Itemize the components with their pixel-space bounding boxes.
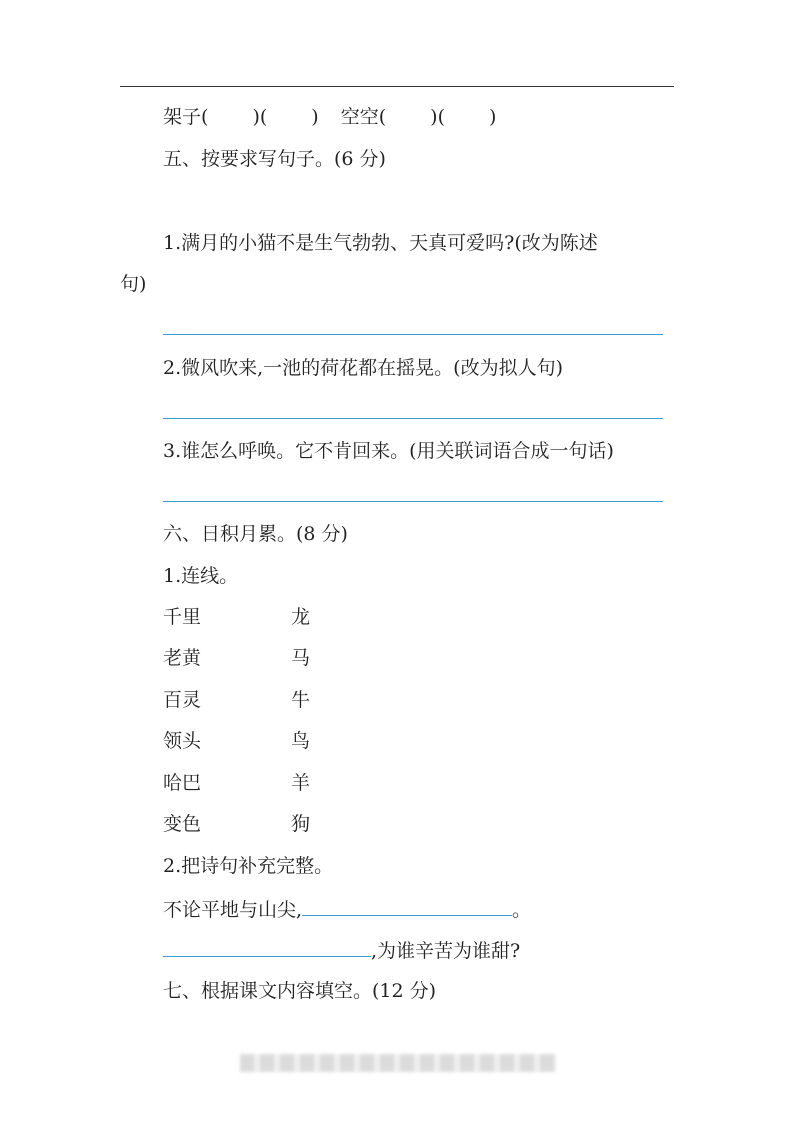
poem-blank-1[interactable] <box>302 895 512 916</box>
paren-blank[interactable]: ( ) <box>259 106 319 128</box>
word-fill-row <box>163 104 496 130</box>
poem-line-1-end: 。 <box>512 899 532 921</box>
section5-heading: 五、按要求写句子。(6 分) <box>163 148 386 170</box>
question-1-line2: 句) <box>120 273 147 295</box>
match-left-item[interactable]: 千里 <box>163 606 202 628</box>
poem-instruction: 2.把诗句补充完整。 <box>163 855 334 877</box>
paren-blank[interactable]: ( ) <box>378 106 438 128</box>
blurred-footer-watermark <box>240 1054 556 1072</box>
paren-blank[interactable]: ( ) <box>201 106 260 128</box>
poem-line-1 <box>163 895 531 923</box>
match-left-item[interactable]: 领头 <box>163 730 202 752</box>
match-right-item[interactable]: 龙 <box>291 606 311 628</box>
section7-heading: 七、根据课文内容填空。(12 分) <box>163 980 437 1002</box>
paren-blank[interactable]: ( ) <box>437 106 497 128</box>
match-left-item[interactable]: 哈巴 <box>163 772 202 794</box>
match-right-item[interactable]: 马 <box>291 647 311 669</box>
answer-line-1[interactable] <box>163 334 663 335</box>
match-left-item[interactable]: 百灵 <box>163 689 202 711</box>
word-kongkong: 空空 <box>340 106 379 128</box>
match-right-item[interactable]: 羊 <box>291 772 311 794</box>
header-rule <box>120 86 674 87</box>
match-left-item[interactable]: 变色 <box>163 813 202 835</box>
poem-line-2 <box>163 936 520 964</box>
poem-blank-2[interactable] <box>163 936 371 957</box>
answer-line-3[interactable] <box>163 501 663 502</box>
question-1-line1: 1.满月的小猫不是生气勃勃、天真可爱吗?(改为陈述 <box>163 232 598 254</box>
match-right-item[interactable]: 牛 <box>291 689 311 711</box>
matching-instruction: 1.连线。 <box>163 565 239 587</box>
poem-line-1-text: 不论平地与山尖, <box>163 899 303 921</box>
question-3: 3.谁怎么呼唤。它不肯回来。(用关联词语合成一句话) <box>163 440 614 462</box>
answer-line-2[interactable] <box>163 418 663 419</box>
word-jiazi: 架子 <box>163 106 202 128</box>
match-right-item[interactable]: 鸟 <box>291 730 311 752</box>
section6-heading: 六、日积月累。(8 分) <box>163 523 348 545</box>
poem-line-2-text: ,为谁辛苦为谁甜? <box>371 940 521 962</box>
match-right-item[interactable]: 狗 <box>291 813 311 835</box>
question-2: 2.微风吹来,一池的荷花都在摇晃。(改为拟人句) <box>163 357 563 379</box>
match-left-item[interactable]: 老黄 <box>163 647 202 669</box>
